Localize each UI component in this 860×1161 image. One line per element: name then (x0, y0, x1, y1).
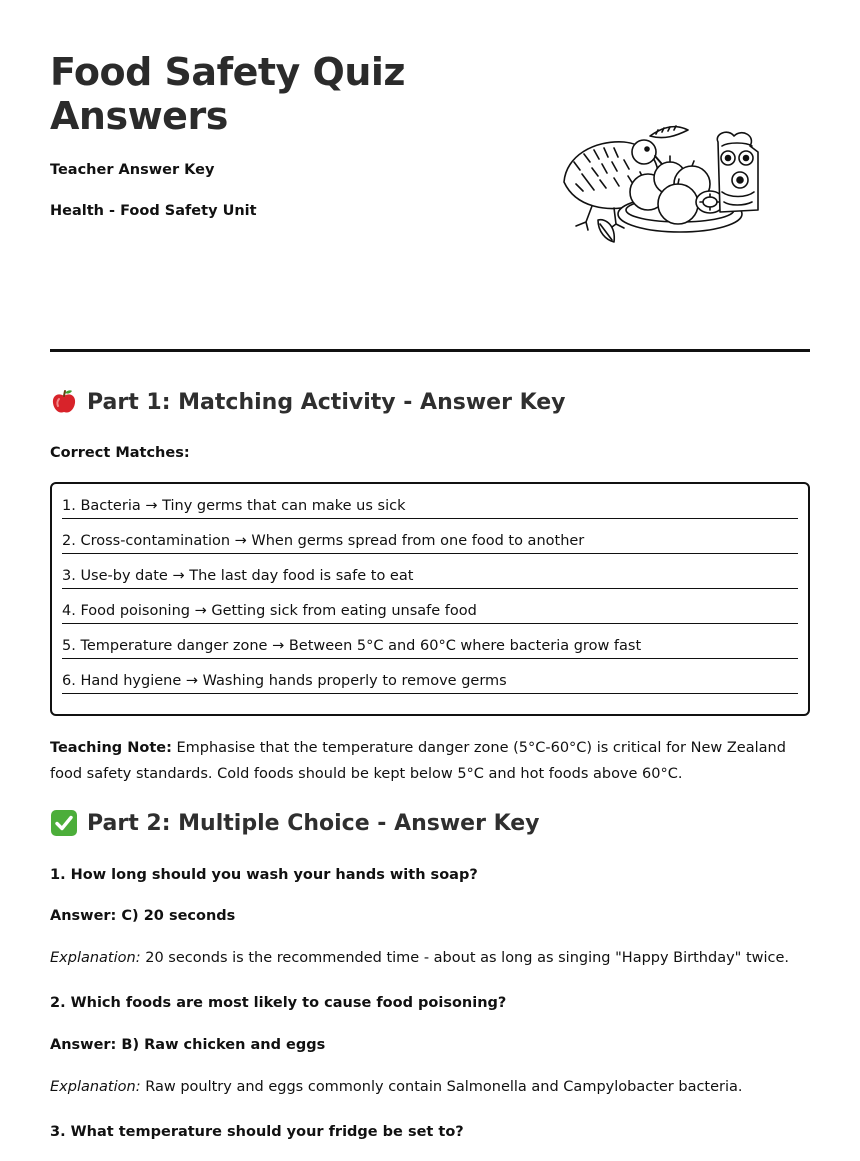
teaching-note-label: Teaching Note: (50, 740, 172, 756)
match-item: 5. Temperature danger zone → Between 5°C and 60°C where bacteria grow fast (62, 634, 798, 659)
page-title (50, 50, 405, 138)
red-apple-icon (50, 388, 78, 416)
matches-box (50, 482, 810, 716)
green-check-mark-icon (50, 809, 78, 837)
correct-matches-label: Correct Matches: (50, 445, 190, 461)
subtitle: Teacher Answer Key (50, 162, 215, 178)
match-item: 4. Food poisoning → Getting sick from eating unsafe food (62, 599, 798, 624)
explanation-text: 20 seconds is the recommended time - about as long as singing "Happy Birthday" twice. (140, 950, 790, 966)
section-divider (50, 349, 810, 352)
match-item: 1. Bacteria → Tiny germs that can make us sick (62, 494, 798, 519)
title-line-2: Answers (50, 94, 228, 138)
explanation-1 (50, 950, 789, 966)
explanation-2 (50, 1079, 743, 1095)
answer-1: Answer: C) 20 seconds (50, 908, 236, 924)
explanation-label: Explanation: (50, 950, 141, 966)
kiwi-fruit-illustration-icon (552, 122, 778, 250)
title-line-1: Food Safety Quiz (50, 50, 406, 94)
question-1: 1. How long should you wash your hands with soap? (50, 867, 478, 883)
match-item: 3. Use-by date → The last day food is safe to eat (62, 564, 798, 589)
match-item: 2. Cross-contamination → When germs spread from one food to another (62, 529, 798, 554)
part2-heading-text: Part 2: Multiple Choice - Answer Key (87, 810, 540, 836)
teaching-note-text: Emphasise that the temperature danger zone (5°C-60°C) is critical for New Zealand food safety standards. Cold foods should be kept below 5°C and hot foods above 60°C. (50, 740, 786, 782)
teaching-note (50, 735, 810, 787)
unit-name: Health - Food Safety Unit (50, 203, 257, 219)
question-3: 3. What temperature should your fridge be set to? (50, 1124, 464, 1140)
explanation-text: Raw poultry and eggs commonly contain Salmonella and Campylobacter bacteria. (140, 1079, 743, 1095)
part1-heading-text: Part 1: Matching Activity - Answer Key (87, 389, 566, 415)
match-item: 6. Hand hygiene → Washing hands properly to remove germs (62, 669, 798, 694)
part1-heading (50, 388, 566, 416)
answer-2: Answer: B) Raw chicken and eggs (50, 1037, 326, 1053)
question-2: 2. Which foods are most likely to cause food poisoning? (50, 995, 507, 1011)
explanation-label: Explanation: (50, 1079, 141, 1095)
part2-heading (50, 809, 540, 837)
